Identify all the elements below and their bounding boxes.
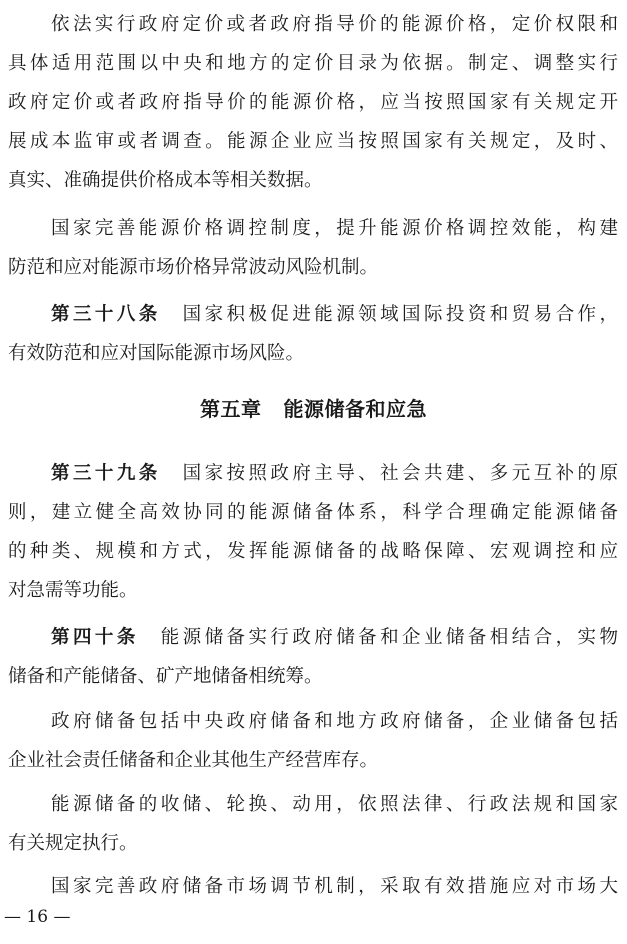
article-text: 国家积极促进能源领域国际投资和贸易合作，	[182, 304, 618, 325]
paragraph-line: 能源储备的收储、轮换、动用，依照法律、行政法规和国家	[51, 794, 618, 815]
article-number: 第三十八条	[51, 304, 161, 325]
chapter-title: 能源储备和应急	[283, 397, 427, 421]
paragraph-line: 国家完善政府储备市场调节机制，采取有效措施应对市场大	[51, 876, 618, 897]
paragraph-line: 有效防范和应对国际能源市场风险。	[8, 343, 305, 364]
paragraph-line: 对急需等功能。	[8, 580, 138, 601]
paragraph-line: 则，建立健全高效协同的能源储备体系，科学合理确定能源储备	[8, 502, 618, 523]
paragraph-line: 政府储备包括中央政府储备和地方政府储备，企业储备包括	[51, 711, 618, 732]
article-number: 第四十条	[51, 627, 139, 648]
paragraph-line: 具体适用范围以中央和地方的定价目录为依据。制定、调整实行	[8, 53, 618, 74]
page-number: — 16 —	[4, 907, 71, 927]
article-39-line	[8, 455, 618, 493]
paragraph-line: 企业社会责任储备和企业其他生产经营库存。	[8, 750, 379, 771]
paragraph-line: 有关规定执行。	[8, 833, 138, 854]
chapter-number: 第五章	[200, 397, 262, 421]
paragraph-line: 展成本监审或者调查。能源企业应当按照国家有关规定，及时、	[8, 131, 618, 152]
chapter-heading	[0, 393, 627, 422]
article-38-line	[8, 296, 618, 334]
article-text: 国家按照政府主导、社会共建、多元互补的原	[182, 463, 618, 484]
article-text: 能源储备实行政府储备和企业储备相结合，实物	[160, 627, 618, 648]
paragraph-line: 国家完善能源价格调控制度，提升能源价格调控效能，构建	[51, 218, 618, 239]
paragraph-line: 真实、准确提供价格成本等相关数据。	[8, 170, 323, 191]
paragraph-line: 防范和应对能源市场价格异常波动风险机制。	[8, 257, 379, 278]
article-number: 第三十九条	[51, 463, 161, 484]
paragraph-line: 政府定价或者政府指导价的能源价格，应当按照国家有关规定开	[8, 92, 618, 113]
article-40-line	[8, 619, 618, 657]
paragraph-line: 依法实行政府定价或者政府指导价的能源价格，定价权限和	[51, 14, 618, 35]
paragraph-line: 的种类、规模和方式，发挥能源储备的战略保障、宏观调控和应	[8, 541, 618, 562]
paragraph-line: 储备和产能储备、矿产地储备相统筹。	[8, 666, 323, 687]
